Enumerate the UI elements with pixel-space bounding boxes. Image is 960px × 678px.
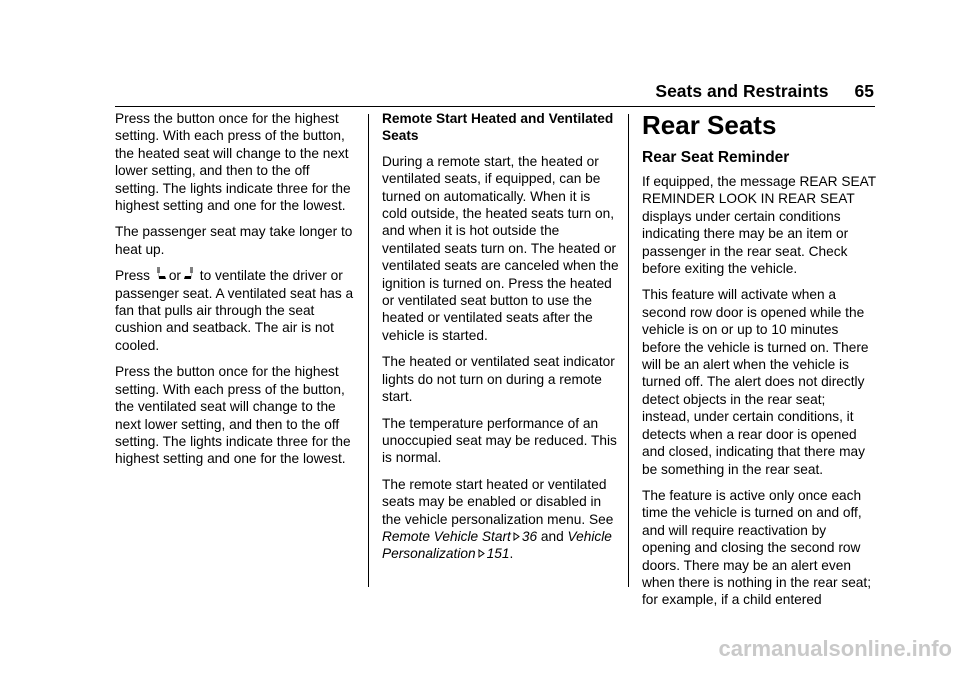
page-number: 65 (854, 81, 874, 101)
reference-link-vehicle-personalization[interactable]: Vehicle Personalization (382, 528, 612, 562)
subsection-heading: Rear Seat Reminder (642, 149, 790, 166)
paragraph: Press the button once for the highest setting. With each press of the button, the ventilated seat will change to the next lower setting, and then to the off setting. The lights indicate three for the highest setting and one for the lowest. (115, 364, 351, 467)
column-divider (368, 114, 369, 587)
paragraph: The heated or ventilated seat indicator lights do not turn on during a remote start. (382, 354, 615, 405)
ventilated-seat-passenger-icon (182, 267, 195, 282)
page-reference-arrow-icon (478, 549, 485, 558)
watermark: carmanualsonline.info (718, 636, 952, 661)
paragraph: The feature is active only once each time the vehicle is turned on and off, and will require reactivation by opening and closing the second row doors. There may be an alert even when there is nothing in the rear seat; for example, if a child entered (642, 487, 872, 608)
paragraph-references: The remote start heated or ventilated seats may be enabled or disabled in the vehicle personalization menu. See Remote Vehicle Start 36 and Vehicle Personalization 151. (382, 476, 614, 562)
page-reference-arrow-icon (513, 532, 520, 541)
paragraph: If equipped, the message REAR SEAT REMINDER LOOK IN REAR SEAT displays under certain conditions indicating there may be an item or passenger in the rear seat. Check before exiting the vehicle. (642, 174, 876, 277)
paragraph: This feature will activate when a second row door is opened while the vehicle is on or up to 10 minutes before the vehicle is turned on. There will be an alert when the vehicle is turned off. The alert does not directly detect objects in the rear seat; instead, under certain conditions, it detects when a rear door is opened and closed, indicating that there may be something in the rear seat. (642, 287, 869, 477)
reference-page-36[interactable]: 36 (521, 528, 538, 544)
reference-link-remote-vehicle-start[interactable]: Remote Vehicle Start (382, 528, 511, 544)
ventilated-seat-driver-icon (155, 267, 168, 282)
paragraph: The temperature performance of an unoccupied seat may be reduced. This is normal. (382, 415, 617, 466)
column-2 (382, 110, 619, 572)
section-title: Seats and Restraints (655, 81, 829, 101)
paragraph: During a remote start, the heated or ventilated seats, if equipped, can be turned on automatically. When it is cold outside, the heated seats turn on, and when it is hot outside the ventilated seats turn on. The heated or ventilated seats are canceled when the ignition is turned on. Press the heated or ventilated seat button to use the heated or ventilated seats after the vehicle is started. (382, 153, 619, 343)
reference-page-151[interactable]: 151 (486, 546, 510, 562)
header-rule (115, 106, 875, 107)
page-header (0, 81, 874, 105)
column-divider (628, 114, 629, 587)
subsection-heading: Remote Start Heated and Ventilated Seats (382, 111, 614, 144)
paragraph-ventilate: Press or to ventilate the driver or passenger seat. A ventilated seat has a fan that pulls air through the seat cushion and seatback. The air is not cooled. (115, 268, 354, 353)
column-3 (642, 110, 877, 618)
paragraph: The passenger seat may take longer to heat up. (115, 224, 353, 257)
column-1 (115, 110, 355, 477)
section-heading: Rear Seats (642, 110, 777, 140)
paragraph: Press the button once for the highest setting. With each press of the button, the heated seat will change to the next lower setting, and then to the off setting. The lights indicate three for the highest setting and one for the lowest. (115, 111, 351, 214)
